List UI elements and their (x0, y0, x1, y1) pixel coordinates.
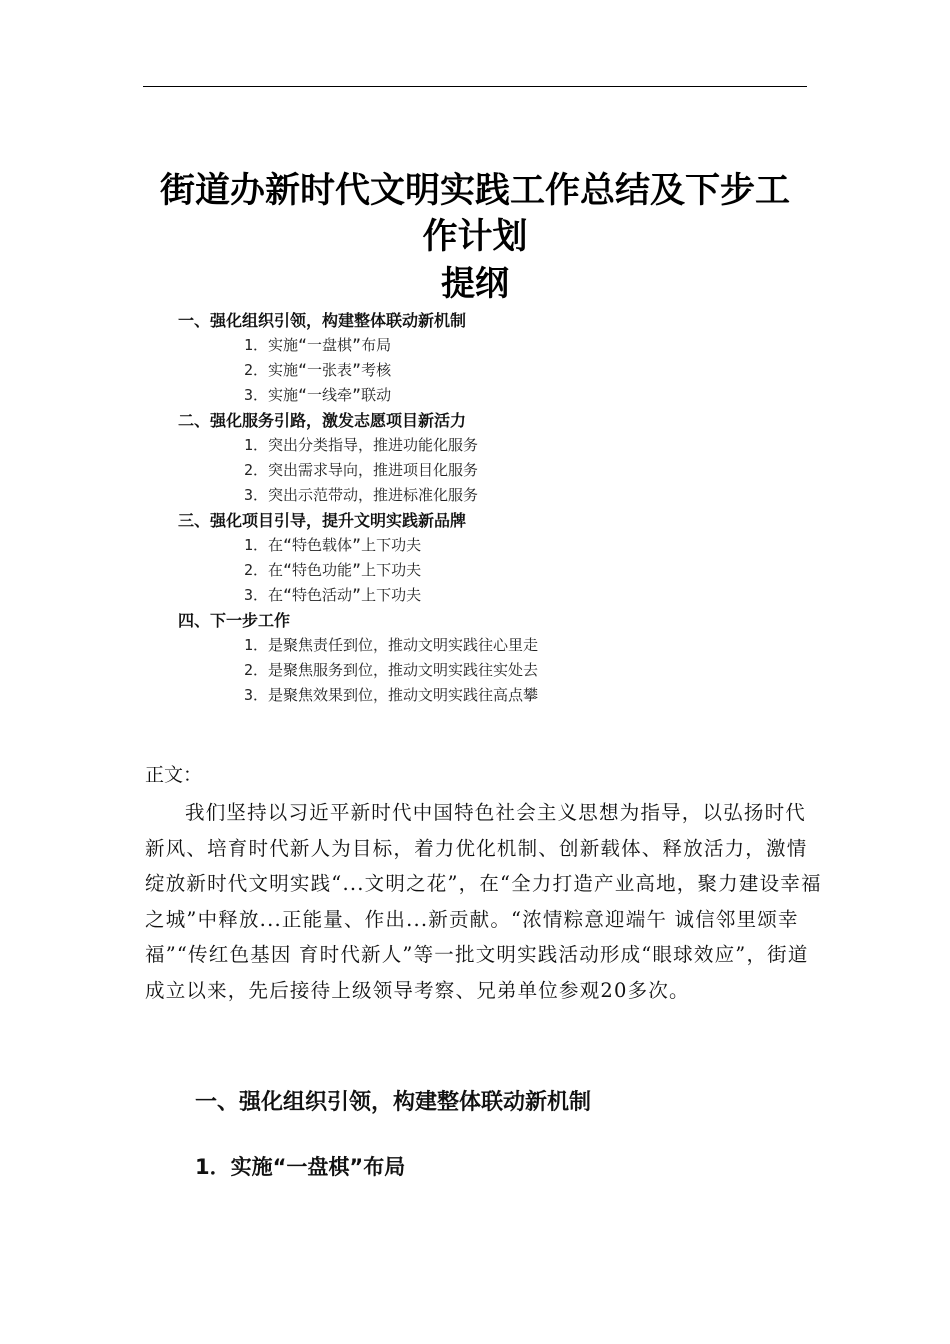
outline-item: 3．实施“一线牵”联动 (244, 386, 392, 404)
outline-item: 2．是聚焦服务到位，推动文明实践往实处去 (244, 661, 539, 679)
body-paragraph: 我们坚持以习近平新时代中国特色社会主义思想为指导，以弘扬时代新风、培育时代新人为目标，着力优化机制、创新载体、释放活力，激情绽放新时代文明实践“...文明之花”，在“全力打造产业高地，聚力建设幸福之城”中释放...正能量、作出...新贡献。“浓情粽意迎端午 诚信邻里颂幸福”“传红色基因 育时代新人”等一批文明实践活动形成“眼球效应”，街道成立以来，先后接待上级领导考察、兄弟单位参观20多次。 (145, 801, 822, 1002)
outline-item: 2．实施“一张表”考核 (244, 361, 392, 379)
outline-title: 提纲 (441, 264, 509, 304)
outline-item: 1．实施“一盘棋”布局 (244, 336, 392, 354)
outline-section-heading: 三、强化项目引导，提升文明实践新品牌 (178, 511, 467, 530)
outline-item: 1．在“特色载体”上下功夫 (244, 536, 422, 554)
outline-item: 2．在“特色功能”上下功夫 (244, 561, 422, 579)
document-title: 街道办新时代文明实践工作总结及下步工作计划 (159, 171, 790, 257)
outline (178, 308, 818, 708)
header-rule (143, 86, 807, 87)
body-label: 正文： (145, 764, 203, 786)
outline-item: 3．突出示范带动，推进标准化服务 (244, 486, 479, 504)
outline-item: 1．突出分类指导，推进功能化服务 (244, 436, 479, 454)
section-heading: 一、强化组织引领，构建整体联动新机制 (195, 1090, 592, 1115)
outline-item: 2．突出需求导向，推进项目化服务 (244, 461, 479, 479)
outline-item: 1．是聚焦责任到位，推动文明实践往心里走 (244, 636, 539, 654)
outline-section-heading: 四、下一步工作 (178, 611, 291, 630)
subsection-heading: 1．实施“一盘棋”布局 (195, 1155, 406, 1179)
outline-section-heading: 二、强化服务引路，激发志愿项目新活力 (178, 411, 467, 430)
outline-item: 3．在“特色活动”上下功夫 (244, 586, 422, 604)
outline-section-heading: 一、强化组织引领，构建整体联动新机制 (178, 311, 467, 330)
outline-item: 3．是聚焦效果到位，推动文明实践往高点攀 (244, 686, 539, 704)
